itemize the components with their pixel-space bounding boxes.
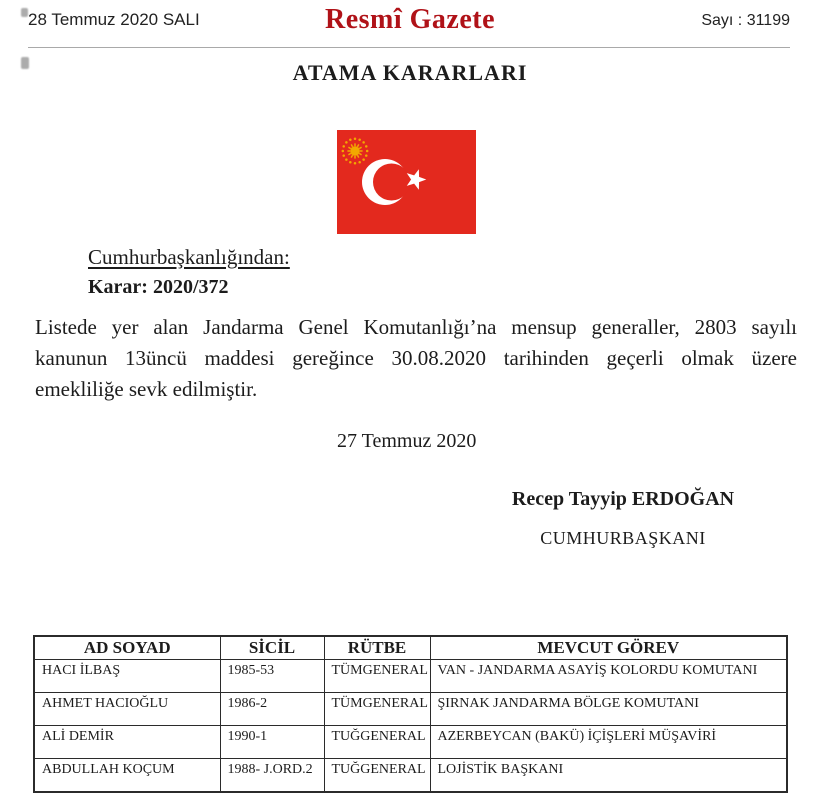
column-header-sicil: SİCİL [220, 636, 324, 660]
section-title: ATAMA KARARLARI [292, 60, 528, 85]
table-row [34, 759, 787, 793]
masthead-title: Resmî Gazete [324, 4, 496, 35]
decree-body-line: emekliliğe sevk edilmiştir. [35, 377, 258, 401]
cell-rank: TÜMGENERAL [324, 693, 430, 726]
decree-source: Cumhurbaşkanlığından: [88, 245, 290, 269]
cell-name: AHMET HACIOĞLU [34, 693, 220, 726]
decree-body [35, 312, 797, 405]
column-header-duty: MEVCUT GÖREV [430, 636, 787, 660]
decree-date: 27 Temmuz 2020 [337, 430, 477, 452]
decree-body-line: Listede yer alan Jandarma Genel Komutanlığı’na mensup generaller, 2803 sayılı [35, 315, 797, 339]
cell-duty: AZERBEYCAN (BAKÜ) İÇİŞLERİ MÜŞAVİRİ [430, 726, 787, 759]
cell-sicil: 1985-53 [220, 660, 324, 693]
cell-duty: LOJİSTİK BAŞKANI [430, 759, 787, 793]
masthead-date: 28 Temmuz 2020 SALI [28, 10, 200, 29]
cell-name: ABDULLAH KOÇUM [34, 759, 220, 793]
decree-number: Karar: 2020/372 [88, 276, 229, 298]
signature-title: CUMHURBAŞKANI [540, 528, 706, 548]
signature-name: Recep Tayyip ERDOĞAN [511, 488, 735, 510]
cell-name: ALİ DEMİR [34, 726, 220, 759]
cell-rank: TUĞGENERAL [324, 759, 430, 793]
table-row [34, 693, 787, 726]
column-header-name: AD SOYAD [34, 636, 220, 660]
cell-sicil: 1986-2 [220, 693, 324, 726]
table-header-row [34, 636, 787, 660]
decree-body-line: kanunun 13üncü maddesi gereğince 30.08.2020 tarihinden geçerli olmak üzere [35, 346, 797, 370]
table-row [34, 660, 787, 693]
cell-duty: ŞIRNAK JANDARMA BÖLGE KOMUTANI [430, 693, 787, 726]
cell-sicil: 1990-1 [220, 726, 324, 759]
table-row [34, 726, 787, 759]
masthead-issue-number: Sayı : 31199 [701, 12, 790, 29]
signature-block [498, 488, 748, 549]
appointments-table [33, 635, 788, 793]
cell-sicil: 1988- J.ORD.2 [220, 759, 324, 793]
cell-rank: TÜMGENERAL [324, 660, 430, 693]
cell-rank: TUĞGENERAL [324, 726, 430, 759]
column-header-rank: RÜTBE [324, 636, 430, 660]
cell-name: HACI İLBAŞ [34, 660, 220, 693]
masthead-divider [28, 47, 790, 48]
cell-duty: VAN - JANDARMA ASAYİŞ KOLORDU KOMUTANI [430, 660, 787, 693]
turkish-flag-icon [337, 130, 476, 234]
